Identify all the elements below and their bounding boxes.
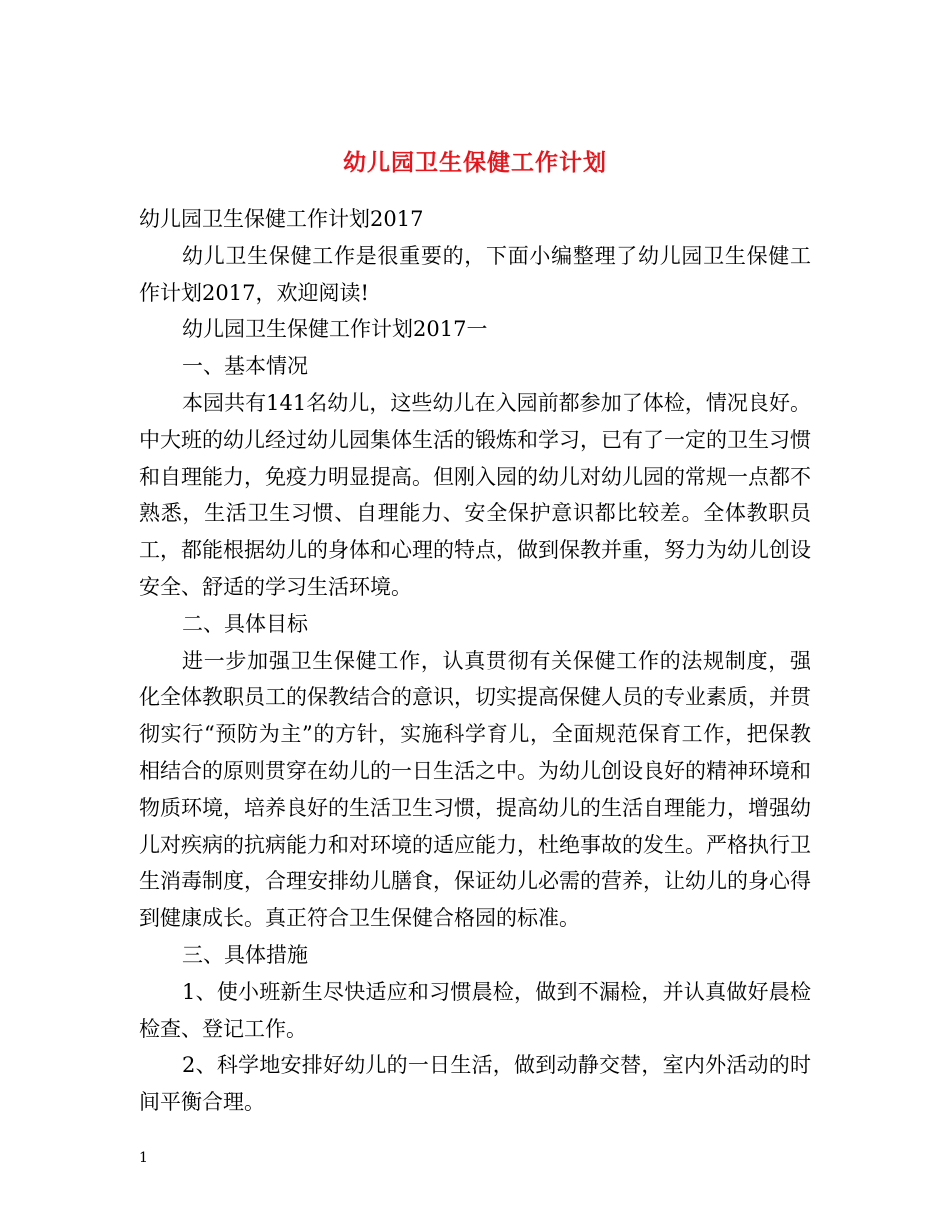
section-heading-specific-goals: 二、具体目标	[182, 611, 308, 636]
subtitle-paragraph: 幼儿园卫生保健工作计划2017	[139, 207, 424, 231]
measure-item-1: 1、使小班新生尽快适应和习惯晨检，做到不漏检，并认真做好晨检检查、登记工作。	[139, 979, 811, 1041]
specific-goals-paragraph: 进一步加强卫生保健工作，认真贯彻有关保健工作的法规制度，强化全体教职员工的保教结合的意识，切实提高保健人员的专业素质，并贯彻实行“预防为主”的方针，实施科学育儿，全面规范保育工作，把保教相结合的原则贯穿在幼儿的一日生活之中。为幼儿创设良好的精神环境和物质环境，培养良好的生活卫生习惯，提高幼儿的生活自理能力，增强幼儿对疾病的抗病能力和对环境的适应能力，杜绝事故的发生。严格执行卫生消毒制度，合理安排幼儿膳食，保证幼儿必需的营养，让幼儿的身心得到健康成长。真正符合卫生保健合格园的标准。	[139, 648, 811, 931]
section-heading-basic-situation: 一、基本情况	[182, 354, 308, 379]
document-title: 幼儿园卫生保健工作计划	[343, 149, 607, 177]
page-number: 1	[139, 1150, 148, 1166]
document-body	[139, 201, 811, 1121]
basic-situation-paragraph: 本园共有141名幼儿，这些幼儿在入园前都参加了体检，情况良好。中大班的幼儿经过幼儿园集体生活的锻炼和学习，已有了一定的卫生习惯和自理能力，免疫力明显提高。但刚入园的幼儿对幼儿园的常规一点都不熟悉，生活卫生习惯、自理能力、安全保护意识都比较差。全体教职员工，都能根据幼儿的身体和心理的特点，做到保教并重，努力为幼儿创设安全、舒适的学习生活环境。	[139, 390, 811, 599]
section-heading-plan-one: 幼儿园卫生保健工作计划2017一	[182, 317, 488, 342]
measure-item-2: 2、科学地安排好幼儿的一日生活，做到动静交替，室内外活动的时间平衡合理。	[139, 1053, 811, 1115]
intro-paragraph: 幼儿卫生保健工作是很重要的，下面小编整理了幼儿园卫生保健工作计划2017，欢迎阅读!	[139, 243, 811, 305]
section-heading-specific-measures: 三、具体措施	[182, 942, 308, 967]
